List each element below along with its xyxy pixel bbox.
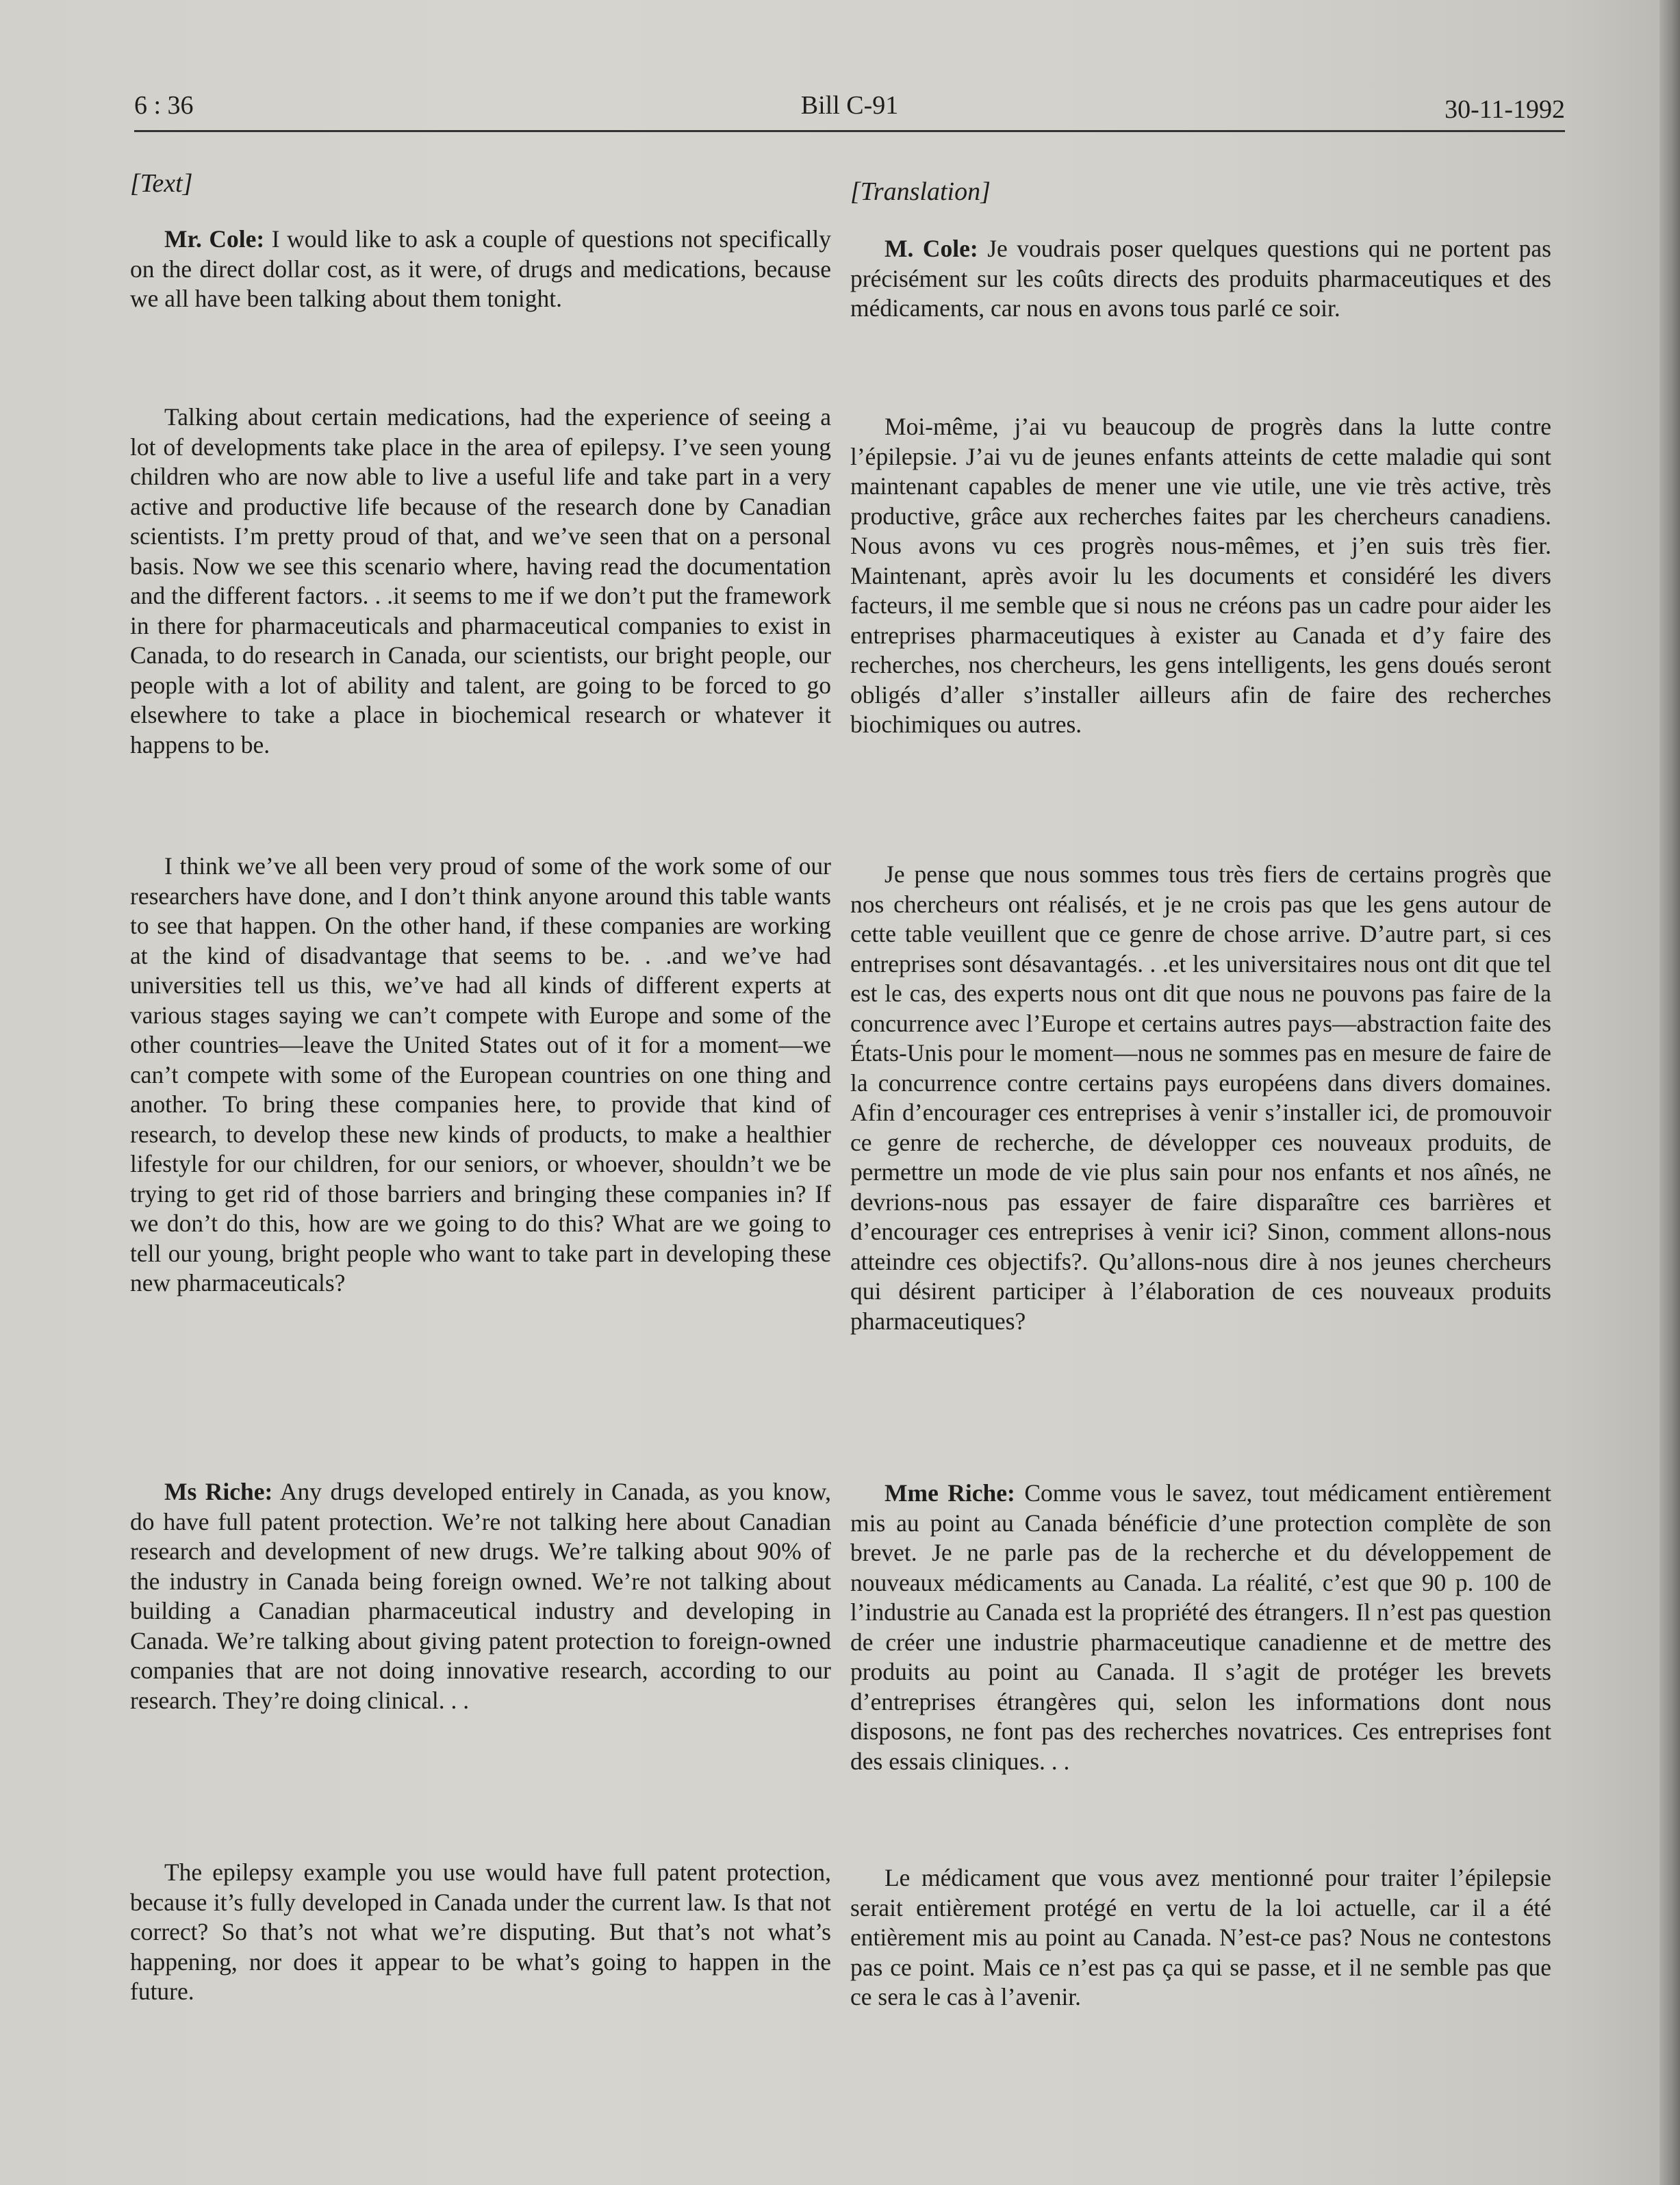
paragraph-text: I think we’ve all been very proud of some of the work some of our researchers have done, and I don’t think anyone around this table wants to see that happen. On the other hand, if these companies are working at the kind of disadvantage that seems to be. . .and we’ve had universities tell us this, we’ve had all kinds of different experts at various stages saying we can’t compete with Europe and some of the other countries—leave the United States out of it for a moment—we can’t compete with some of the European countries on one thing and another. To bring these companies here, to provide that kind of research, to develop these new kinds of products, to make a healthier lifestyle for our children, for our seniors, or whoever, shouldn’t we be trying to get rid of those barriers and bringing these companies in? If we don’t do this, how are we going to do this? What are we going to tell our young, bright people who want to take part in developing these new pharmaceuticals? — [130, 852, 831, 1296]
french-paragraph-2 — [850, 412, 1551, 740]
page-edge-shadow — [1659, 0, 1680, 2185]
bill-title: Bill C-91 — [800, 91, 899, 120]
french-paragraph-4 — [850, 1479, 1551, 1776]
french-paragraph-1 — [850, 234, 1551, 324]
paragraph-text: Talking about certain medications, had the experience of seeing a lot of developments take place in the area of epilepsy. I’ve seen young children who are now able to live a useful life and take part in a very active and productive life because of the research done by Canadian scientists. I’m pretty proud of that, and we’ve seen that on a personal basis. Now we see this scenario where, having read the documentation and the different factors. . .it seems to me if we don’t put the framework in there for pharmaceuticals and pharmaceutical companies to exist in Canada, to do research in Canada, our scientists, our bright people, our people with a lot of ability and talent, are going to be forced to go elsewhere to take a place in biochemical research or whatever it happens to be. — [130, 403, 831, 758]
paragraph-text: Je voudrais poser quelques questions qui ne portent pas précisément sur les coûts directs des produits pharmaceutiques et des médicaments, car nous en avons tous parlé ce soir. — [850, 235, 1551, 322]
english-paragraph-5 — [130, 1858, 831, 2007]
paragraph-text: Le médicament que vous avez mentionné pour traiter l’épilepsie serait entièrement protégé en vertu de la loi actuelle, car il a été entièrement mis au point au Canada. N’est-ce pas? Nous ne contestons pas ce point. Mais ce n’est pas ça qui se passe, et il ne semble pas que ce sera le cas à l’avenir. — [850, 1864, 1551, 2010]
speaker-name: M. Cole: — [884, 235, 978, 262]
english-label: [Text] — [130, 169, 193, 198]
english-paragraph-4 — [130, 1477, 831, 1715]
speaker-name: Ms Riche: — [164, 1478, 273, 1505]
header-date: 30-11-1992 — [1444, 95, 1565, 124]
english-paragraph-2 — [130, 402, 831, 760]
paragraph-text: The epilepsy example you use would have full patent protection, because it’s fully developed in Canada under the current law. Is that not correct? So that’s not what we’re disputing. But that’s not what’s happening, nor does it appear to be what’s going to happen in the future. — [130, 1858, 831, 2005]
speaker-name: Mme Riche: — [884, 1479, 1015, 1507]
french-label: [Translation] — [850, 177, 991, 206]
english-column — [130, 168, 831, 231]
paragraph-text: Moi-même, j’ai vu beaucoup de progrès dans la lutte contre l’épilepsie. J’ai vu de jeunes enfants atteints de cette maladie qui sont maintenant capables de mener une vie utile, une vie très active, très productive, grâce aux recherches faites par les chercheurs canadiens. Nous avons vu ces progrès nous-mêmes, et j’en suis très fier. Maintenant, après avoir lu les documents et considéré les divers facteurs, il me semble que si nous ne créons pas un cadre pour aider les entreprises pharmaceutiques à exister au Canada et d’y faire des recherches, nos chercheurs, les gens intelligents, les gens doués seront obligés d’aller s’installer ailleurs afin de faire des recherches biochimiques ou autres. — [850, 413, 1551, 738]
french-paragraph-3 — [850, 860, 1551, 1336]
speaker-name: Mr. Cole: — [164, 225, 265, 253]
paragraph-text: Any drugs developed entirely in Canada, as you know, do have full patent protection. We’re not talking here about Canadian research and development of new drugs. We’re talking about 90% of the industry in Canada being foreign owned. We’re not talking about building a Canadian pharmaceutical industry and developing in Canada. We’re talking about giving patent protection to foreign-owned companies that are not doing innovative research, according to our research. They’re doing clinical. . . — [130, 1478, 832, 1714]
page-number: 6 : 36 — [134, 91, 194, 120]
paragraph-text: Comme vous le savez, tout médicament entièrement mis au point au Canada bénéficie d’une protection complète de son brevet. Je ne parle pas de la recherche et du développement de nouveaux médicaments au Canada. La réalité, c’est que 90 p. 100 de l’industrie au Canada est la propriété des étrangers. Il n’est pas question de créer une industrie pharmaceutique canadienne et de mettre des produits au point au Canada. Il s’agit de protéger les brevets d’entreprises étrangères qui, selon les informations dont nous disposons, ne font pas des recherches novatrices. Ces entreprises font des essais cliniques. . . — [850, 1479, 1552, 1775]
french-column — [850, 177, 1551, 240]
english-paragraph-3 — [130, 852, 831, 1299]
paragraph-text: Je pense que nous sommes tous très fiers de certains progrès que nos chercheurs ont réalisés, et je ne crois pas que les gens autour de cette table veuillent que ce genre de chose arrive. D’autre part, si ces entreprises sont désavantagés. . .et les universitaires nous ont dit que tel est le cas, des experts nous ont dit que nous ne pouvons pas faire de la concurrence avec l’Europe et certains autres pays—abstraction faite des États-Unis pour le moment—nous ne sommes pas en mesure de faire de la concurrence contre certains pays européens dans divers domaines. Afin d’encourager ces entreprises à venir s’installer ici, de promouvoir ce genre de recherche, de développer ces nouveaux produits, de permettre un mode de vie plus sain pour nos enfants et nos aînés, ne devrions-nous pas essayer de faire disparaître ces barrières et d’encourager ces entreprises à venir ici? Sinon, comment allons-nous atteindre ces objectifs?. Qu’allons-nous dire à nos jeunes chercheurs qui désirent participer à l’élaboration de ces nouveaux produits pharmaceutiques? — [850, 860, 1551, 1335]
english-paragraph-1 — [130, 225, 831, 314]
page-header — [134, 90, 1565, 132]
paragraph-text: I would like to ask a couple of questions not specifically on the direct dollar cost, as it were, of drugs and medications, because we all have been talking about them tonight. — [130, 225, 831, 312]
french-paragraph-5 — [850, 1863, 1551, 2012]
